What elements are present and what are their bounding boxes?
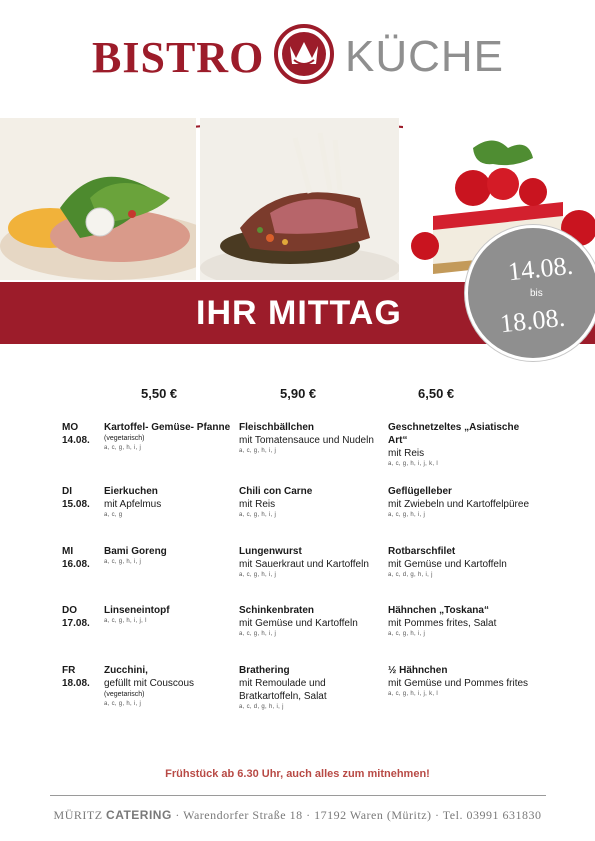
brand-name-kueche: KÜCHE bbox=[345, 32, 505, 81]
day-label: MO 14.08. bbox=[62, 422, 90, 446]
date-to: 18.08. bbox=[498, 302, 567, 339]
menu-item: Fleischbällchen mit Tomatensauce und Nudeln a, c, g, h, i, j bbox=[239, 422, 374, 454]
price-column-1: 5,50 € bbox=[141, 386, 178, 401]
menu-item: Rotbarschfilet mit Gemüse und Kartoffeln a, c, d, g, h, i, j bbox=[388, 546, 507, 578]
brand-name-bistro: BISTRO bbox=[92, 33, 265, 82]
date-from: 14.08. bbox=[506, 250, 575, 287]
price-column-2: 5,90 € bbox=[280, 386, 317, 401]
company-name-bold: CATERING bbox=[106, 808, 172, 822]
date-bis: bis bbox=[530, 288, 543, 299]
menu-item: Zucchini, gefüllt mit Couscous (vegetarisch) a, c, g, h, i, j bbox=[104, 665, 195, 707]
lamb-rack-photo bbox=[200, 118, 399, 280]
crown-icon bbox=[274, 24, 334, 84]
menu-item: Chili con Carne mit Reis a, c, g, h, i, j bbox=[239, 486, 313, 518]
menu-item: Geflügelleber mit Zwiebeln und Kartoffelpüree a, c, g, h, i, j bbox=[388, 486, 530, 518]
logo bbox=[0, 24, 595, 86]
footer-divider bbox=[50, 795, 546, 796]
menu-item: Hähnchen „Toskana“ mit Pommes frites, Salat a, c, g, h, i, j bbox=[388, 605, 497, 637]
menu-item: ½ Hähnchen mit Gemüse und Pommes frites a, c, g, h, i, j, k, l bbox=[388, 665, 529, 697]
menu-item: Linseneintopf a, c, g, h, i, j, l bbox=[104, 605, 170, 624]
company-name-light: MÜRITZ bbox=[53, 808, 103, 822]
menu-item: Eierkuchen mit Apfelmus a, c, g bbox=[104, 486, 162, 518]
day-label: FR 18.08. bbox=[62, 665, 90, 689]
salad-photo bbox=[0, 118, 196, 280]
menu-item: Lungenwurst mit Sauerkraut und Kartoffeln a, c, g, h, i, j bbox=[239, 546, 369, 578]
menu-item: Geschnetzeltes „Asiatische Art“ mit Reis a, c, g, h, i, j, k, l bbox=[388, 422, 520, 467]
breakfast-notice: Frühstück ab 6.30 Uhr, auch alles zum mitnehmen! bbox=[165, 768, 430, 780]
day-label: DO 17.08. bbox=[62, 605, 90, 629]
menu-item: Kartoffel- Gemüse- Pfanne (vegetarisch) a, c, g, h, i, j bbox=[104, 422, 231, 451]
menu-item: Bami Goreng a, c, g, h, i, j bbox=[104, 546, 167, 565]
menu-item: Schinkenbraten mit Gemüse und Kartoffeln a, c, g, h, i, j bbox=[239, 605, 358, 637]
day-label: DI 15.08. bbox=[62, 486, 90, 510]
footer-address: · Warendorfer Straße 18 · 17192 Waren (Müritz) · Tel. 03991 631830 bbox=[175, 808, 542, 822]
day-label: MI 16.08. bbox=[62, 546, 90, 570]
banner-title: IHR MITTAG bbox=[196, 294, 402, 332]
menu-item: Brathering mit Remoulade und Bratkartoffeln, Salat a, c, d, g, h, i, j bbox=[239, 665, 327, 710]
date-badge bbox=[465, 225, 595, 361]
price-column-3: 6,50 € bbox=[418, 386, 455, 401]
footer-contact bbox=[0, 808, 595, 823]
